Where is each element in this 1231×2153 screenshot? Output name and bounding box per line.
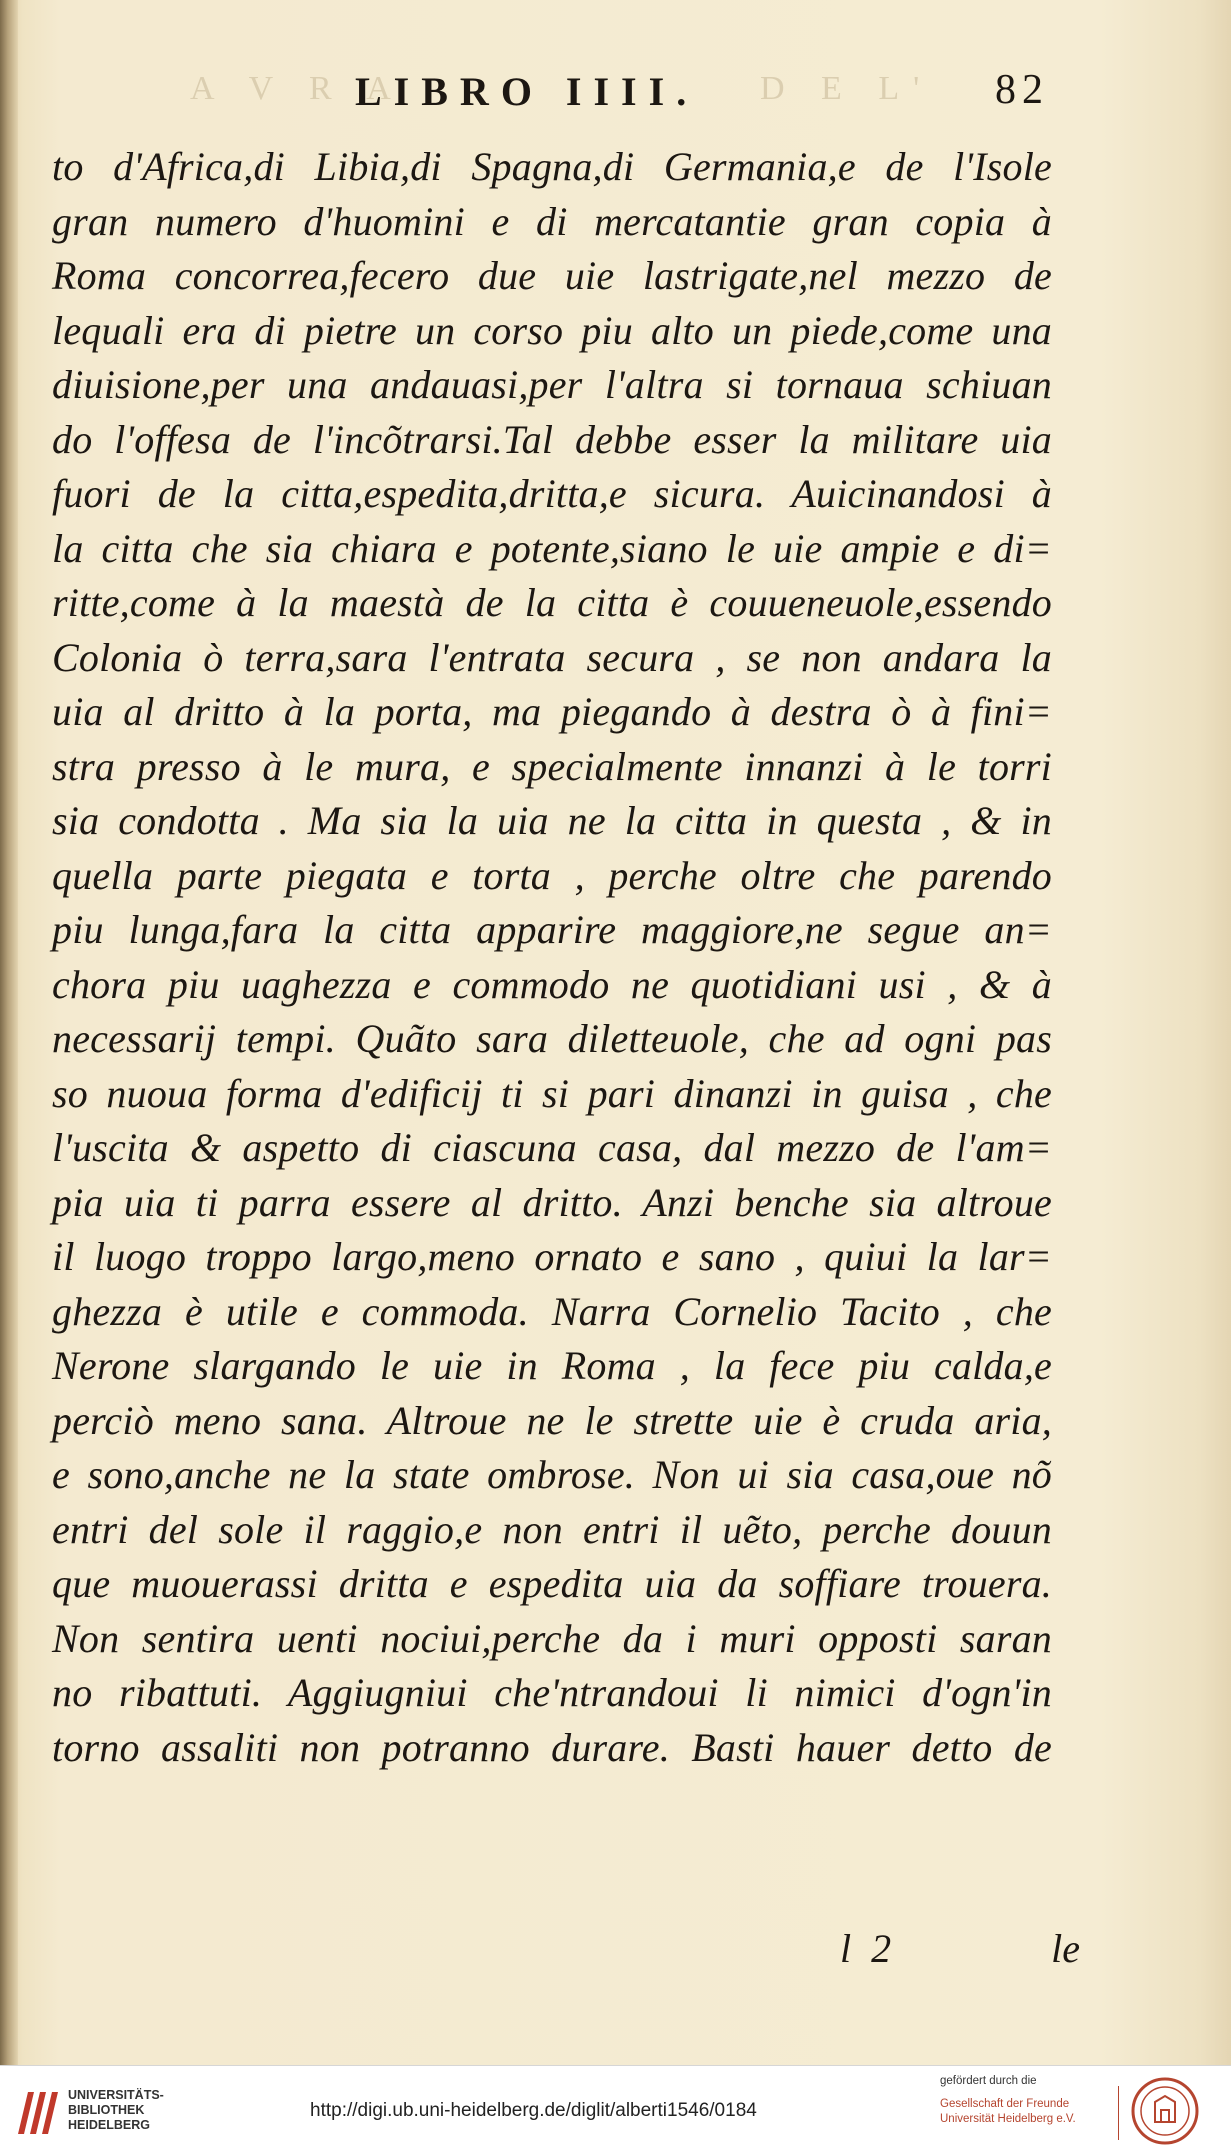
sponsor-divider bbox=[1118, 2086, 1119, 2140]
text-line: que muouerassi dritta e espedita uia da soffiare trouera. bbox=[52, 1561, 1052, 1606]
sponsor-credit: gefördert durch die Gesellschaft der Freunde Universität Heidelberg e.V. bbox=[940, 2075, 1076, 2125]
text-line: Colonia ò terra,sara l'entrata secura , se non andara la bbox=[52, 634, 1052, 680]
running-title: LIBRO IIII. bbox=[355, 69, 699, 114]
catchword: le bbox=[1051, 1926, 1080, 1971]
page-header bbox=[0, 68, 1231, 128]
text-line: do l'offesa de l'incõtrarsi.Tal debbe esser la militare uia bbox=[52, 416, 1052, 462]
signature-line bbox=[840, 1925, 1080, 1972]
text-line: fuori de la citta,espedita,dritta,e sicura. Auicinandosi à bbox=[52, 471, 1052, 516]
text-line: diuisione,per una andauasi,per l'altra si tornaua schiuan bbox=[52, 362, 1052, 407]
text-line: sia condotta . Ma sia la uia ne la citta in questa , & in bbox=[52, 798, 1052, 843]
text-line: gran numero d'huomini e di mercatantie gran copia à bbox=[52, 198, 1052, 244]
text-line: la citta che sia chiara e potente,siano le uie ampie e di= bbox=[52, 525, 1052, 571]
text-line: chora piu uaghezza e commodo ne quotidiani usi , & à bbox=[52, 961, 1052, 1007]
text-line: so nuoua forma d'edificij ti si pari dinanzi in guisa , che bbox=[52, 1070, 1052, 1116]
text-line: piu lunga,fara la citta apparire maggiore,ne segue an= bbox=[52, 907, 1052, 952]
page-number: 82 bbox=[995, 67, 1049, 113]
text-line: stra presso à le mura, e specialmente innanzi à le torri bbox=[52, 743, 1052, 789]
university-library-logo-icon bbox=[14, 2084, 60, 2136]
text-line: l'uscita & aspetto di ciascuna casa, dal mezzo de l'am= bbox=[52, 1125, 1052, 1170]
library-name: UNIVERSITÄTS- BIBLIOTHEK HEIDELBERG bbox=[68, 2088, 164, 2132]
bleed-through-title-left: A V R A bbox=[190, 70, 405, 107]
text-line: to d'Africa,di Libia,di Spagna,di Germania,e de l'Isole bbox=[52, 144, 1052, 189]
page-gutter-edge bbox=[0, 0, 18, 2065]
bleed-through-title-right: D E L' bbox=[760, 70, 934, 107]
text-line: Nerone slargando le uie in Roma , la fece piu calda,e bbox=[52, 1343, 1052, 1388]
text-line: uia al dritto à la porta, ma piegando à destra ò à fini= bbox=[52, 689, 1052, 734]
text-line: necessarij tempi. Quãto sara diletteuole, che ad ogni pas bbox=[52, 1016, 1052, 1061]
text-line: lequali era di pietre un corso piu alto un piede,come una bbox=[52, 307, 1052, 353]
text-line: il luogo troppo largo,meno ornato e sano , quiui la lar= bbox=[52, 1234, 1052, 1279]
text-line: e sono,anche ne la state ombrose. Non ui sia casa,oue nõ bbox=[52, 1452, 1052, 1497]
text-line: no ribattuti. Aggiugniui che'ntrandoui li nimici d'ogn'in bbox=[52, 1670, 1052, 1715]
text-line: entri del sole il raggio,e non entri il uẽto, perche douun bbox=[52, 1506, 1052, 1552]
university-seal-icon bbox=[1130, 2076, 1200, 2146]
viewer-footer bbox=[0, 2065, 1231, 2153]
text-line: pia uia ti parra essere al dritto. Anzi benche sia altroue bbox=[52, 1179, 1052, 1225]
text-line: perciò meno sana. Altroue ne le strette uie è cruda aria, bbox=[52, 1397, 1052, 1443]
permalink-url[interactable]: http://digi.ub.uni-heidelberg.de/diglit/alberti1546/0184 bbox=[310, 2100, 757, 2121]
text-line: ghezza è utile e commoda. Narra Cornelio Tacito , che bbox=[52, 1288, 1052, 1334]
text-line: quella parte piegata e torta , perche oltre che parendo bbox=[52, 852, 1052, 898]
body-text bbox=[52, 140, 1052, 1775]
text-line: Roma concorrea,fecero due uie lastrigate,nel mezzo de bbox=[52, 253, 1052, 298]
text-line: ritte,come à la maestà de la citta è couueneuole,essendo bbox=[52, 580, 1052, 625]
text-line: Non sentira uenti nociui,perche da i muri opposti saran bbox=[52, 1615, 1052, 1661]
text-line: torno assaliti non potranno durare. Basti hauer detto de bbox=[52, 1724, 1052, 1770]
signature-mark: l 2 bbox=[840, 1926, 892, 1971]
